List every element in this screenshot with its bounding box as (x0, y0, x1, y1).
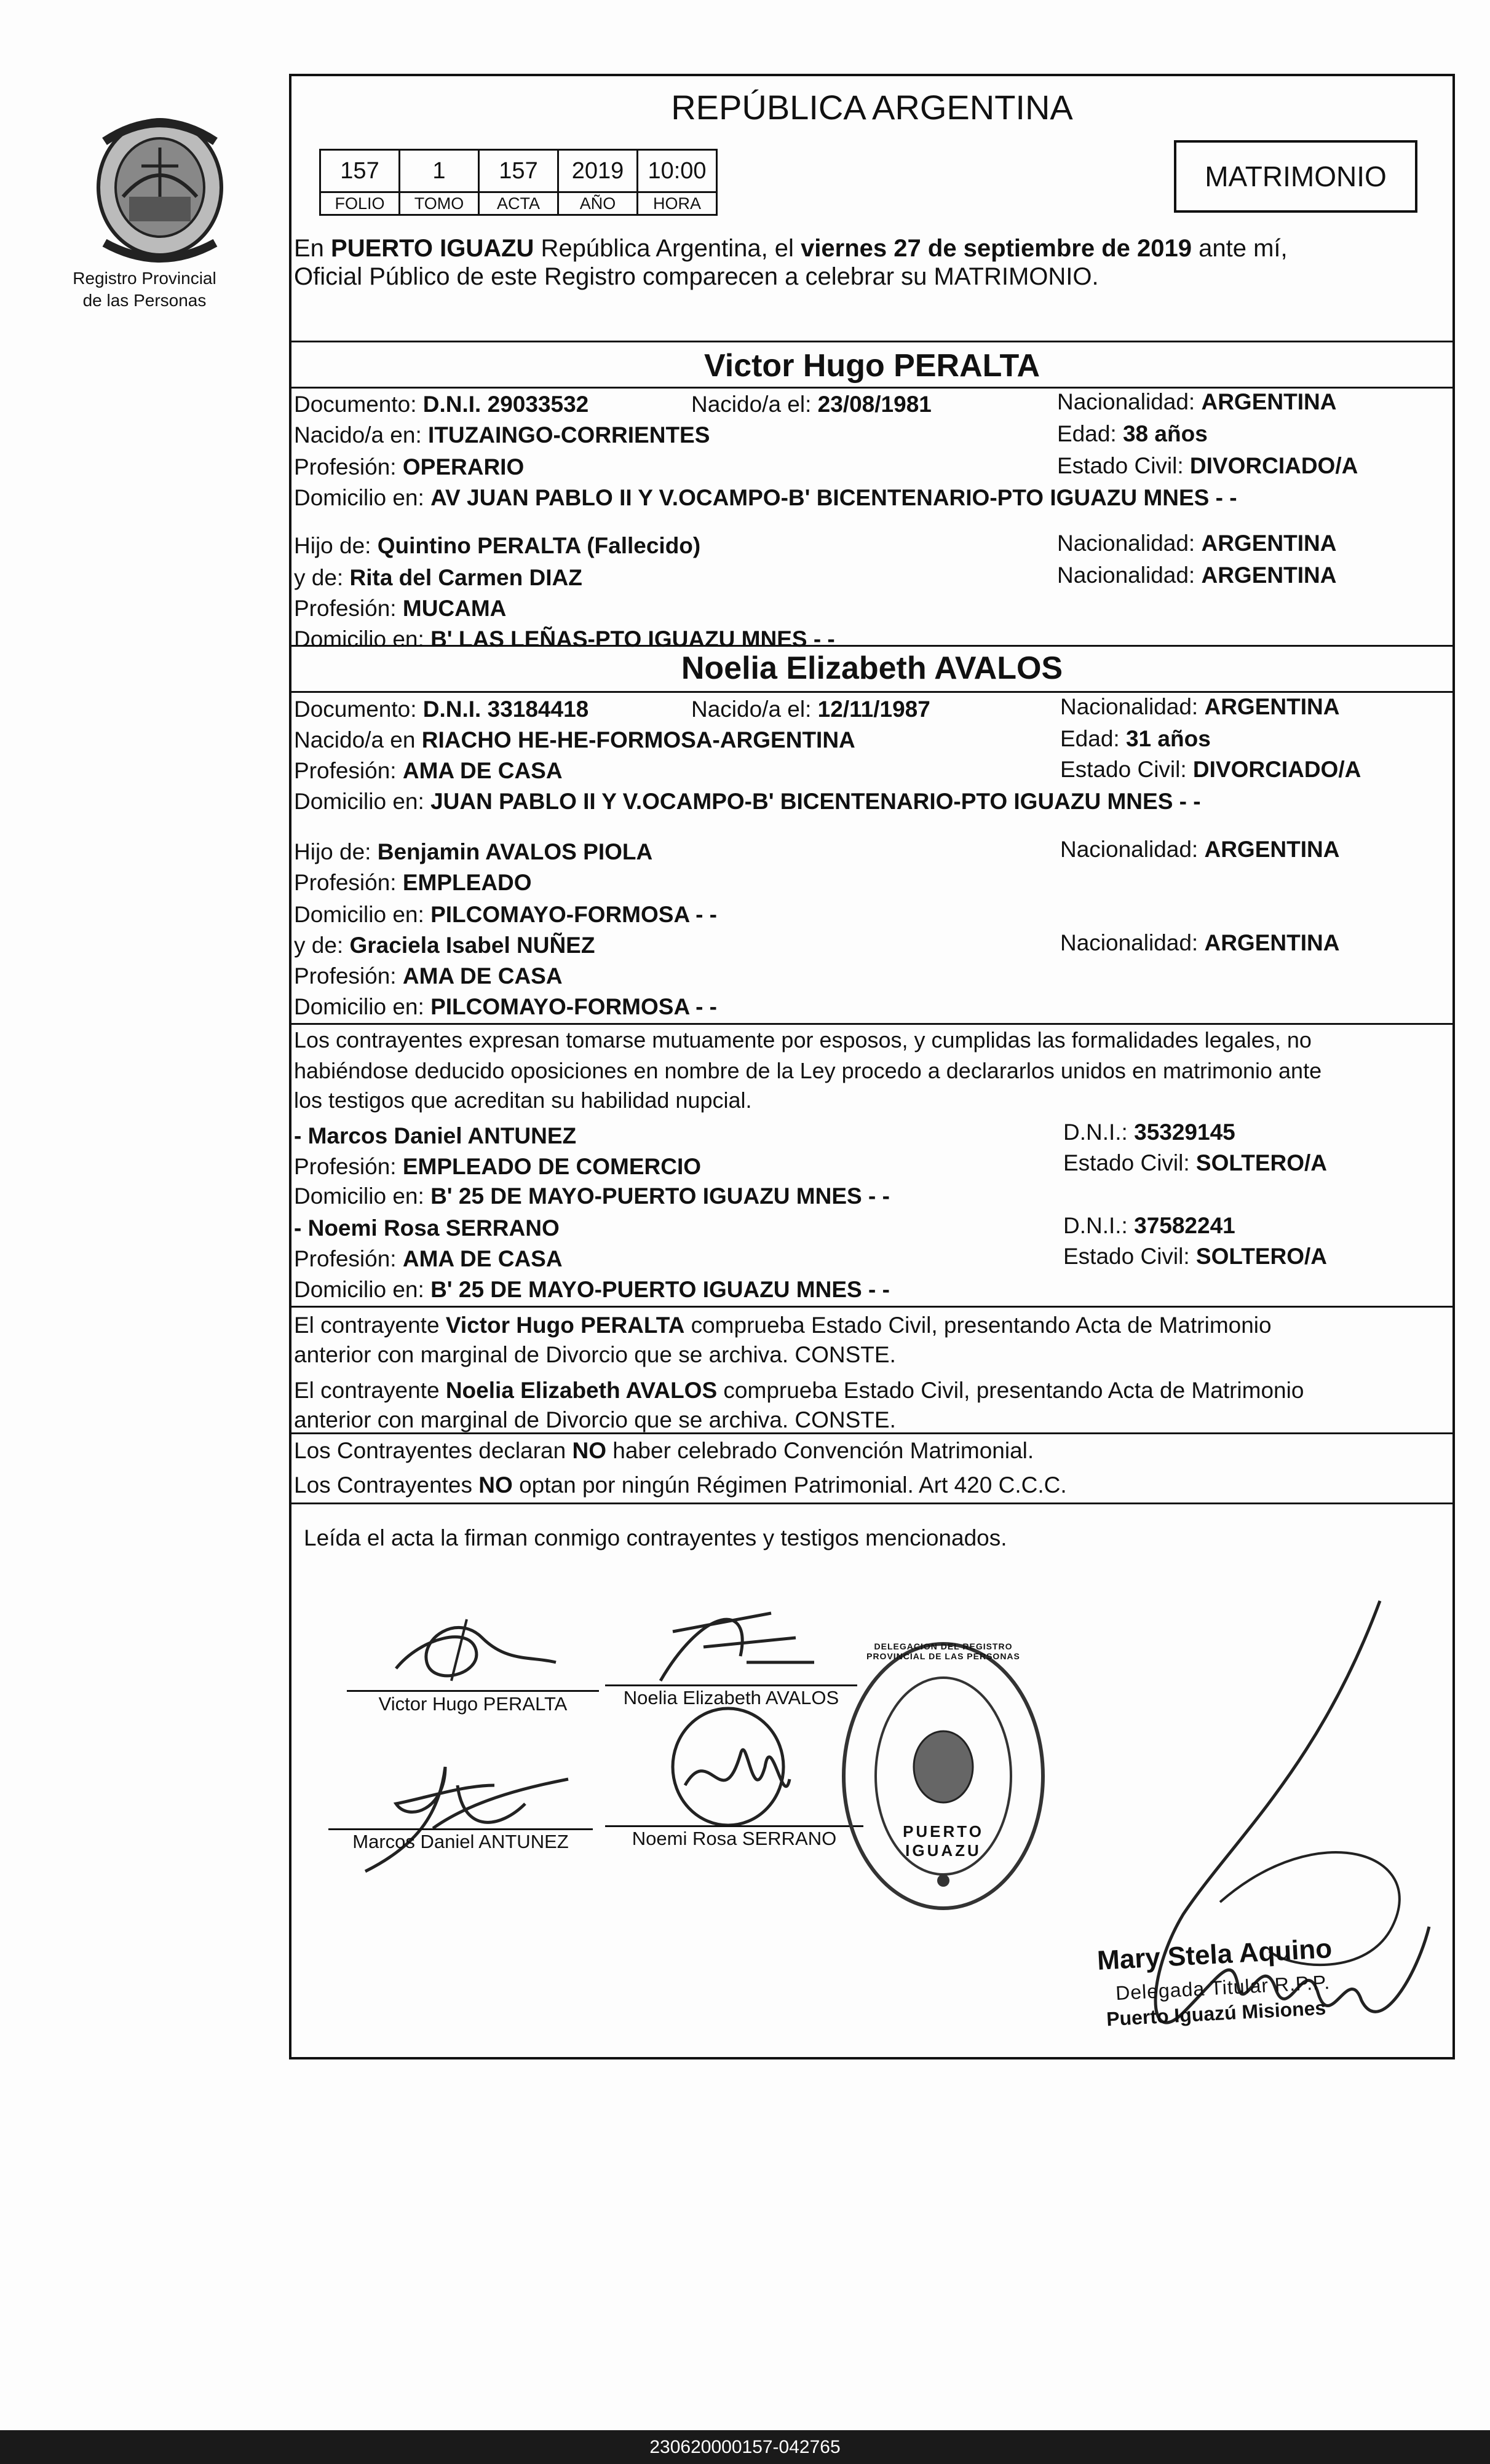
intro-line-2: Oficial Público de este Registro comparecen a celebrar su MATRIMONIO. (294, 263, 1099, 290)
anio-caption: AÑO (557, 191, 638, 216)
groom-civil-status: Estado Civil: DIVORCIADO/A (1057, 453, 1358, 478)
witness-2-civil-status: Estado Civil: SOLTERO/A (1063, 1244, 1328, 1269)
record-cells (321, 149, 718, 216)
bride-mother-profession: Profesión: AMA DE CASA (294, 963, 563, 989)
folio-caption: FOLIO (319, 191, 400, 216)
groom-mother-profession: Profesión: MUCAMA (294, 596, 507, 621)
witness-2-signature-icon (636, 1693, 839, 1841)
official-place: Puerto Iguazú Misiones (1106, 1996, 1327, 2031)
groom-birthdate: Nacido/a el: 23/08/1981 (691, 392, 932, 417)
witness-2-dni: D.N.I.: 37582241 (1063, 1213, 1235, 1238)
groom-father: Hijo de: Quintino PERALTA (Fallecido) (294, 533, 701, 558)
bride-birthdate: Nacido/a el: 12/11/1987 (691, 697, 930, 722)
stamp-inner-text: PUERTO IGUAZU (903, 1822, 984, 1860)
bride-father-address: Domicilio en: PILCOMAYO-FORMOSA - - (294, 902, 717, 927)
barcode-strip (0, 2430, 1490, 2464)
declaration-line-1: Los contrayentes expresan tomarse mutuamente por esposos, y cumplidas las formalidades legales, no (294, 1027, 1312, 1052)
declaration-line-3: los testigos que acreditan su habilidad nupcial. (294, 1088, 752, 1113)
bride-mother-nationality: Nacionalidad: ARGENTINA (1060, 930, 1340, 955)
province-emblem-icon (80, 105, 240, 277)
convention-statement: Los Contrayentes declaran NO haber celebrado Convención Matrimonial. (294, 1438, 1034, 1463)
seal-line-1: Registro Provincial (73, 269, 216, 288)
note-bride-line-2: anterior con marginal de Divorcio que se archiva. CONSTE. (294, 1407, 896, 1432)
witness-1-civil-status: Estado Civil: SOLTERO/A (1063, 1150, 1328, 1175)
witness-1-signature-label: Marcos Daniel ANTUNEZ (352, 1831, 569, 1852)
anio-value: 2019 (557, 149, 638, 193)
note-bride-line-1: El contrayente Noelia Elizabeth AVALOS comprueba Estado Civil, presentando Acta de Matrimonio (294, 1378, 1304, 1403)
bride-signature-icon (611, 1589, 845, 1693)
official-name: Mary Stela Aquino (1096, 1933, 1333, 1976)
groom-mother-nationality: Nacionalidad: ARGENTINA (1057, 563, 1337, 588)
seal-line-2: de las Personas (82, 291, 207, 310)
official-title: Delegada Titular R.P.P. (1115, 1970, 1331, 2005)
province-seal (80, 105, 240, 277)
witness-1-profession: Profesión: EMPLEADO DE COMERCIO (294, 1154, 702, 1179)
hora-value: 10:00 (636, 149, 718, 193)
folio-value: 157 (319, 149, 400, 193)
bride-document: Documento: D.N.I. 33184418 (294, 697, 589, 722)
groom-document: Documento: D.N.I. 29033532 (294, 392, 589, 417)
witness-1-dni: D.N.I.: 35329145 (1063, 1119, 1235, 1145)
groom-profession: Profesión: OPERARIO (294, 454, 525, 480)
groom-mother-address: Domicilio en: B' LAS LEÑAS-PTO IGUAZU MNES - - (294, 626, 835, 652)
bride-mother-address: Domicilio en: PILCOMAYO-FORMOSA - - (294, 994, 717, 1019)
acta-caption: ACTA (478, 191, 559, 216)
bride-nationality: Nacionalidad: ARGENTINA (1060, 694, 1340, 719)
witness-2-name: - Noemi Rosa SERRANO (294, 1215, 560, 1241)
doc-type-box: MATRIMONIO (1174, 140, 1417, 213)
bride-civil-status: Estado Civil: DIVORCIADO/A (1060, 757, 1361, 782)
witness-1-address: Domicilio en: B' 25 DE MAYO-PUERTO IGUAZU MNES - - (294, 1183, 890, 1209)
groom-name: Victor Hugo PERALTA (704, 348, 1040, 384)
closing-statement: Leída el acta la firman conmigo contrayentes y testigos mencionados. (304, 1525, 1007, 1550)
groom-signature-icon (359, 1601, 593, 1699)
country-title: REPÚBLICA ARGENTINA (671, 88, 1073, 127)
groom-mother: y de: Rita del Carmen DIAZ (294, 565, 582, 590)
bride-profession: Profesión: AMA DE CASA (294, 758, 563, 783)
bride-birthplace: Nacido/a en RIACHO HE-HE-FORMOSA-ARGENTINA (294, 727, 855, 752)
groom-father-nationality: Nacionalidad: ARGENTINA (1057, 531, 1337, 556)
tomo-caption: TOMO (398, 191, 480, 216)
note-groom-line-1: El contrayente Victor Hugo PERALTA comprueba Estado Civil, presentando Acta de Matrimonio (294, 1313, 1272, 1338)
bride-address: Domicilio en: JUAN PABLO II Y V.OCAMPO-B' BICENTENARIO-PTO IGUAZU MNES - - (294, 789, 1201, 814)
tomo-value: 1 (398, 149, 480, 193)
witness-2-signature-label: Noemi Rosa SERRANO (632, 1828, 837, 1849)
bride-father-profession: Profesión: EMPLEADO (294, 870, 532, 895)
groom-signature-label: Victor Hugo PERALTA (378, 1693, 568, 1715)
certificate-frame (289, 74, 1455, 2059)
witness-1-signature-icon (341, 1748, 587, 1884)
bride-name: Noelia Elizabeth AVALOS (681, 650, 1063, 686)
regime-statement: Los Contrayentes NO optan por ningún Régimen Patrimonial. Art 420 C.C.C. (294, 1472, 1067, 1498)
stamp-seal-icon (839, 1638, 1048, 1914)
witness-2-profession: Profesión: AMA DE CASA (294, 1246, 563, 1271)
bride-signature-label: Noelia Elizabeth AVALOS (623, 1687, 839, 1708)
bride-age: Edad: 31 años (1060, 726, 1211, 751)
declaration-line-2: habiéndose deducido oposiciones en nombre de la Ley procedo a declararlos unidos en matrimonio ante (294, 1058, 1322, 1083)
witness-1-name: - Marcos Daniel ANTUNEZ (294, 1123, 577, 1148)
groom-address: Domicilio en: AV JUAN PABLO II Y V.OCAMPO-B' BICENTENARIO-PTO IGUAZU MNES - - (294, 485, 1237, 510)
bride-mother: y de: Graciela Isabel NUÑEZ (294, 933, 595, 958)
barcode-number: 230620000157-042765 (649, 2437, 841, 2457)
bride-father: Hijo de: Benjamin AVALOS PIOLA (294, 839, 653, 864)
note-groom-line-2: anterior con marginal de Divorcio que se archiva. CONSTE. (294, 1342, 896, 1367)
witness-2-address: Domicilio en: B' 25 DE MAYO-PUERTO IGUAZU MNES - - (294, 1277, 890, 1302)
groom-age: Edad: 38 años (1057, 421, 1208, 446)
acta-value: 157 (478, 149, 559, 193)
groom-nationality: Nacionalidad: ARGENTINA (1057, 389, 1337, 414)
bride-father-nationality: Nacionalidad: ARGENTINA (1060, 837, 1340, 862)
intro-line-1: En PUERTO IGUAZU República Argentina, el viernes 27 de septiembre de 2019 ante mí, (294, 235, 1288, 262)
groom-birthplace: Nacido/a en: ITUZAINGO-CORRIENTES (294, 422, 710, 448)
stamp-ring-text: DELEGACION DEL REGISTRO PROVINCIAL DE LAS PERSONAS (866, 1641, 1020, 1661)
official-stamp (839, 1638, 1048, 1914)
hora-caption: HORA (636, 191, 718, 216)
